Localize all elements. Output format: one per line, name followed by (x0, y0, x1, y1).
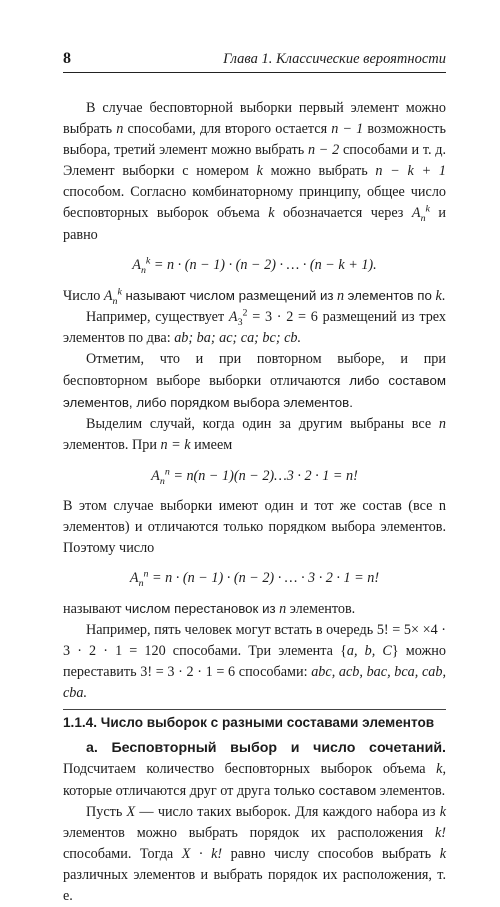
header-rule (63, 72, 446, 73)
running-title: Глава 1. Классические вероятности (223, 51, 446, 67)
page-header (63, 50, 446, 72)
formula-arrangements: $A_n^k = n \cdot (n - 1) \cdot (n - 2)$ · … · (n − k + 1). (132, 254, 377, 276)
formula-permutations: $A_n^n = n \cdot (n - 1) \cdot (n - 2)$ · … · 3 · 2 · 1 = n! (129, 568, 380, 589)
page-number: 8 (63, 50, 71, 67)
paragraph-definition-arrangements: Число $A_n^k$ называют числом размещений из n элементов по k. (63, 286, 446, 307)
paragraph-same-composition: В этом случае выборки имеют один и тот же состав (все n элементов) и отличаются только порядком выбора элементов. Поэтому число (63, 497, 446, 556)
paragraph-count: Пусть X — число таких выборок. Для каждого набора из k элементов можно выбрать порядок их расположения k! способами. Тогда X · k! равно числу способов выбрать k различных элементов и выбрать порядок их расположения, т. е. (63, 803, 446, 905)
formula-full-arrangements: $A_n^n = n(n - 1)(n$ − 2)…3 · 2 · 1 = n! (151, 465, 358, 487)
paragraph-definition-permutations: называют числом перестановок из n элементов. (63, 600, 356, 617)
paragraph-without-replacement: В случае бесповторной выборки первый элемент можно выбрать n способами, для второго остается n − 1 возможность выбора, третий элемент можно выбрать n − 2 способами и т. д. Элемент выборки с номером k можно выбрать n − k + 1 способом. Согласно комбинаторному принципу, общее число бесповторных выборок объема k обозначается через $A_n^k$ и равно (63, 100, 447, 243)
paragraph-note: Отметим, что и при повторном выборе, и при бесповторном выборе выборки отличаются либо составом элементов, либо порядком выбора элементов. (63, 351, 446, 411)
paragraph-all-elements: Выделим случай, когда один за другим выбраны все n элементов. При n = k имеем (63, 416, 446, 454)
paragraph-example-permutations: Например, пять человек могут встать в очередь 5! = 5× ×4 · 3 · 2 · 1 = 120 способами. Три элемента {a, b, C} можно переставить 3! = 3 · 2 · 1 = 6 способами: abc, acb, bac, bca, cab, cba. (63, 622, 446, 702)
body-text (63, 98, 446, 907)
section-heading: 1.1.4. Число выборок с разными составами элементов (63, 709, 446, 733)
paragraph-combinations: а. Бесповторный выбор и число сочетаний. Подсчитаем количество бесповторных выборок объема k, которые отличаются друг от друга только составом элементов. (63, 739, 446, 799)
paragraph-example-arrangements: Например, существует $A_3^2 = 3 \cdot 2 = 6$ размещений из трех элементов по два: ab; ba; ac; ca; bc; cb. (63, 307, 446, 346)
